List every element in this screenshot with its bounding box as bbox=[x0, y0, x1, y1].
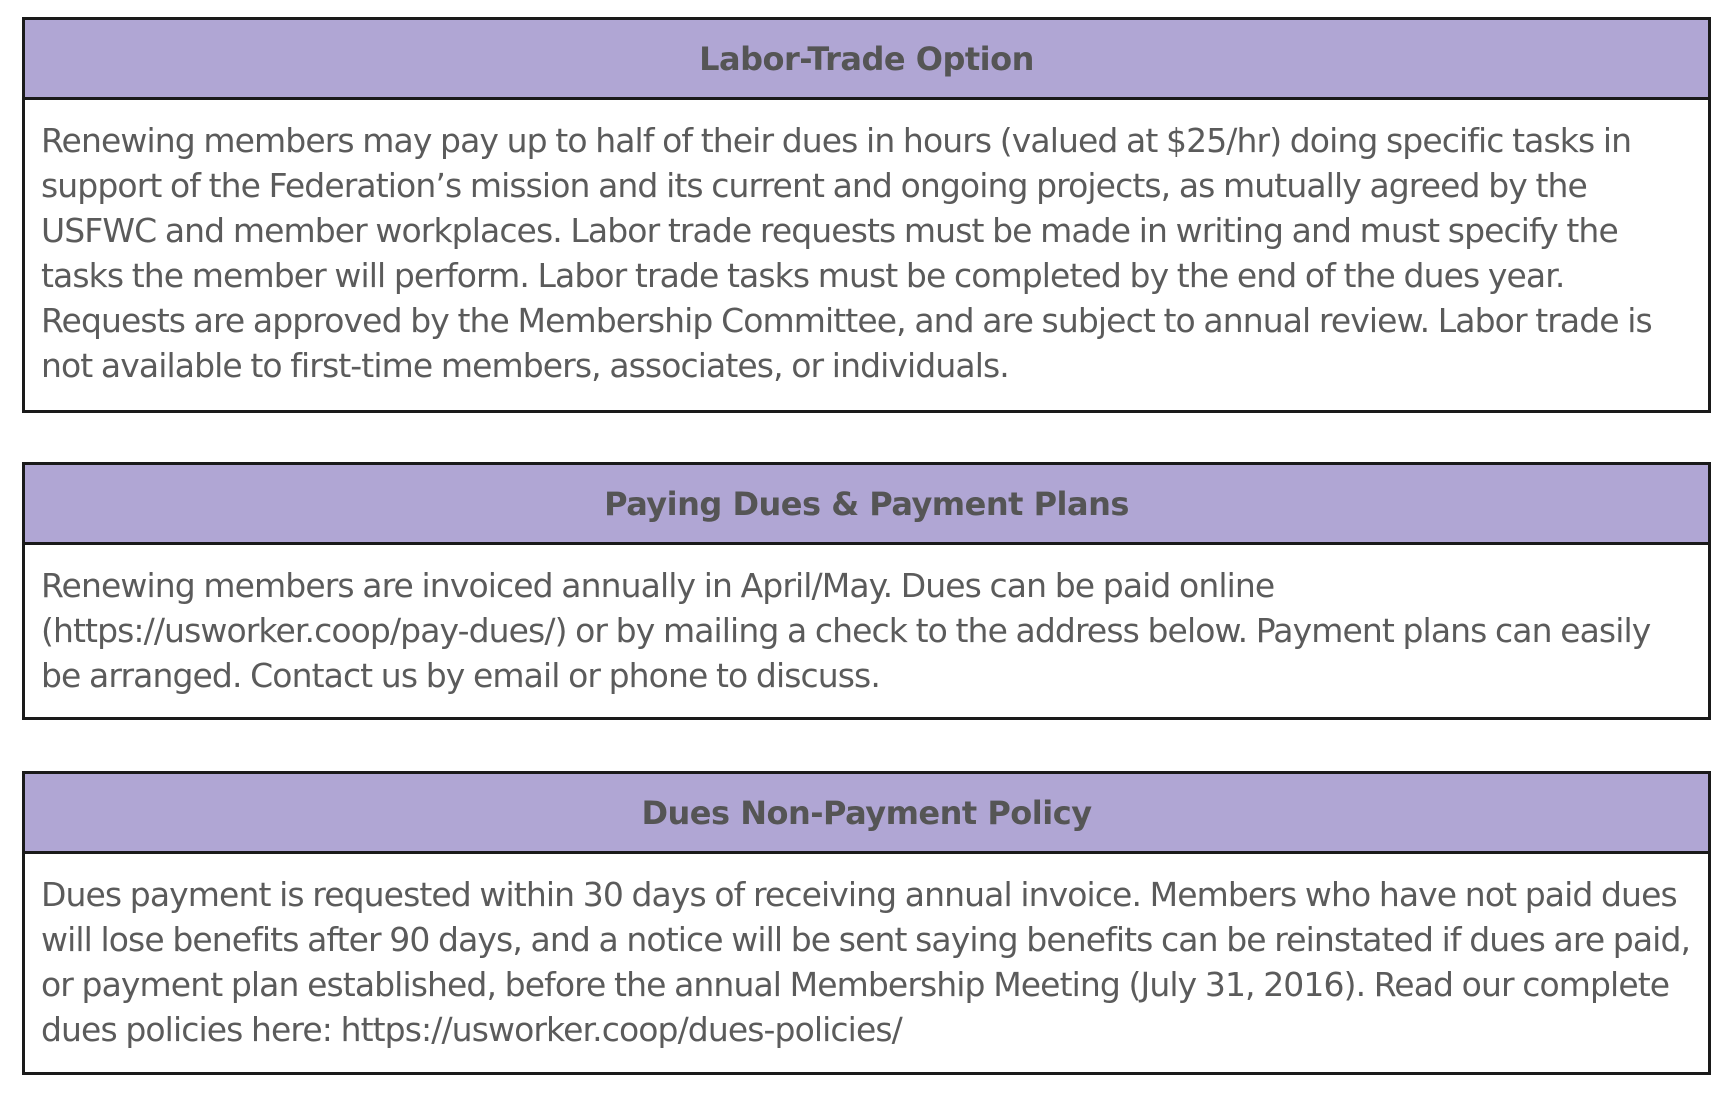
section-title: Labor-Trade Option bbox=[699, 39, 1034, 78]
section-title: Dues Non-Payment Policy bbox=[641, 793, 1092, 832]
dues-non-payment-section bbox=[22, 771, 1711, 1075]
section-body: Dues payment is requested within 30 days of receiving annual invoice. Members who have not paid dues will lose benefits after 90 days, and a notice will be sent saying benefits can be reinstated if dues are paid, or payment plan established, before the annual Membership Meeting (July 31, 2016). Read our complete dues policies here: https://usworker.coop/dues-policies/ bbox=[41, 875, 1691, 1049]
labor-trade-option-section bbox=[22, 17, 1711, 413]
section-header bbox=[25, 774, 1708, 854]
section-header bbox=[25, 465, 1708, 545]
section-body: Renewing members are invoiced annually in April/May. Dues can be paid online (https://usworker.coop/pay-dues/) or by mailing a check to the address below. Payment plans can easily be arranged. Contact us by email or phone to discuss. bbox=[41, 566, 1651, 695]
section-header bbox=[25, 20, 1708, 100]
paying-dues-section bbox=[22, 462, 1711, 720]
section-body: Renewing members may pay up to half of their dues in hours (valued at $25/hr) doing specific tasks in support of the Federation’s mission and its current and ongoing projects, as mutually agreed by the USFWC and member workplaces. Labor trade requests must be made in writing and must specify the tasks the member will perform. Labor trade tasks must be completed by the end of the dues year. Requests are approved by the Membership Committee, and are subject to annual review. Labor trade is not available to first-time members, associates, or individuals. bbox=[41, 121, 1652, 385]
section-title: Paying Dues & Payment Plans bbox=[604, 484, 1129, 523]
